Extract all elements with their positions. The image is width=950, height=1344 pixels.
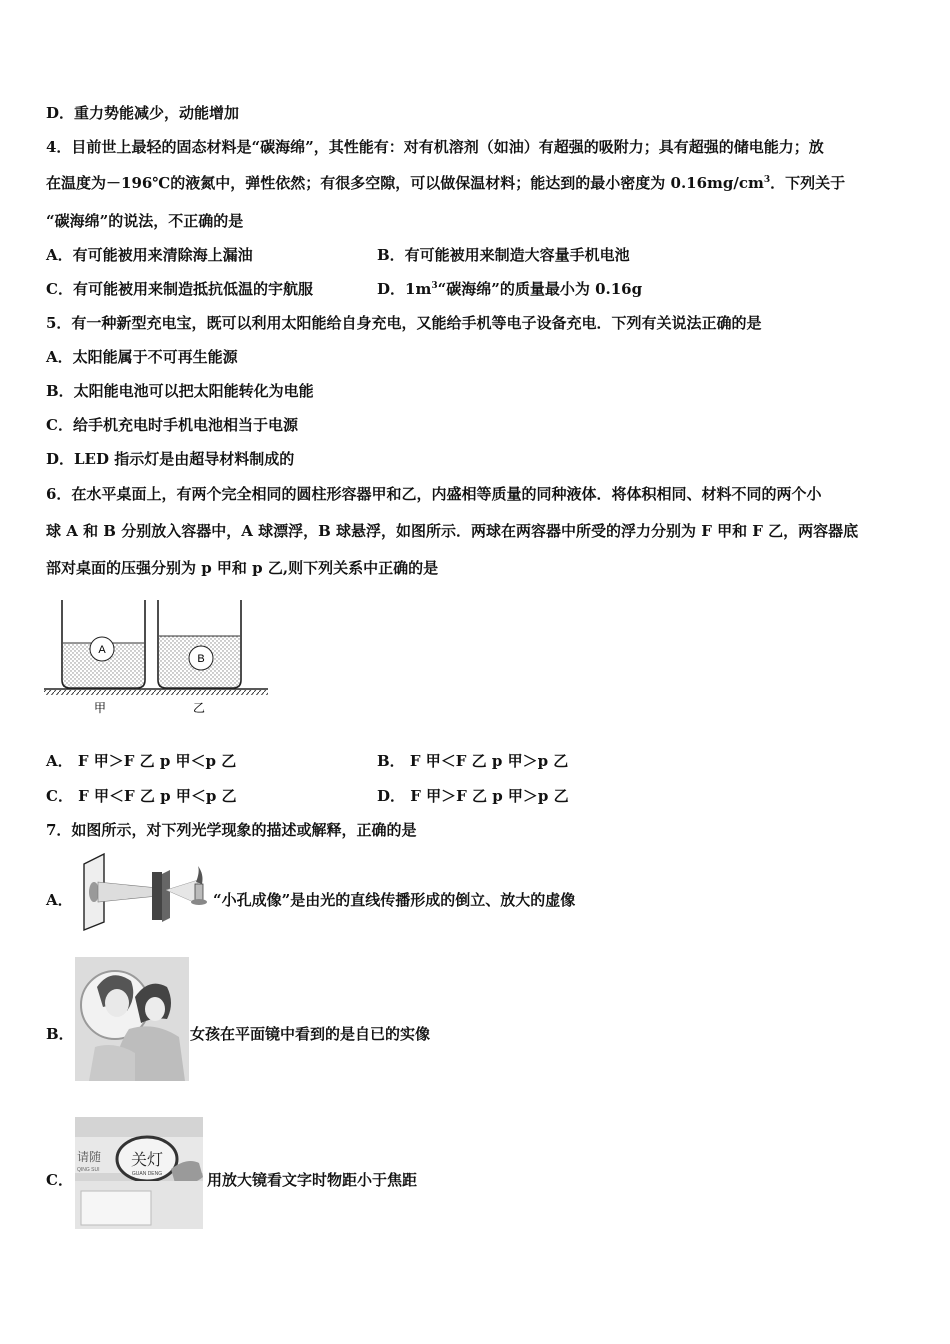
q6-containers-figure (44, 596, 274, 720)
q5-stem: 5．有一种新型充电宝，既可以利用太阳能给自身充电，又能给手机等电子设备充电．下列有关说法正确的是 (46, 314, 762, 332)
q6-stem-line2: 球 A 和 B 分别放入容器中，A 球漂浮，B 球悬浮，如图所示．两球在两容器中所受的浮力分别为 F 甲和 F 乙，两容器底 (46, 522, 859, 540)
sign-text-pinyin-qingsui: QING SUI (77, 1167, 100, 1173)
magnifier-illustration (75, 1117, 203, 1229)
q6-option-a: A． F 甲＞F 乙 p 甲＜p 乙 (46, 752, 237, 770)
q3-option-d: D．重力势能减少，动能增加 (46, 104, 240, 122)
q7-option-c-label: C． (46, 1171, 73, 1189)
q4-option-b: B．有可能被用来制造大容量手机电池 (377, 246, 630, 264)
girl-mirror-photo (75, 957, 189, 1081)
sign-text-pinyin-guandeng: GUAN DENG (131, 1171, 163, 1177)
q6-option-c: C． F 甲＜F 乙 p 甲＜p 乙 (46, 787, 237, 805)
q5-option-c: C．给手机充电时手机电池相当于电源 (46, 416, 298, 434)
container-jia (62, 600, 145, 688)
magnifier-photo (75, 1117, 203, 1229)
sign-text-guandeng: 关灯 (130, 1150, 164, 1169)
q7-stem: 7．如图所示，对下列光学现象的描述或解释，正确的是 (46, 821, 417, 839)
q4-option-c: C．有可能被用来制造抵抗低温的宇航服 (46, 280, 313, 298)
q5-option-b: B．太阳能电池可以把太阳能转化为电能 (46, 382, 314, 400)
sign-text-qingsui: 请随 (77, 1150, 102, 1164)
q4-option-d: D．$1m^3“$碳海绵”的质量最小为 0.16g (377, 280, 643, 298)
q6-option-b: B． F 甲＜F 乙 p 甲＞p 乙 (377, 752, 569, 770)
q4-stem-line3: “碳海绵”的说法，不正确的是 (46, 212, 244, 230)
label-jia: 甲 (93, 701, 107, 715)
q7-option-b-label: B． (46, 1025, 74, 1043)
q7-option-c-text: 用放大镜看文字时物距小于焦距 (207, 1171, 418, 1189)
q6-stem-line3: 部对桌面的压强分别为 p 甲和 p 乙,则下列关系中正确的是 (46, 559, 439, 577)
girl-mirror-illustration (75, 957, 189, 1081)
q4-stem-line2: 在温度为－196℃的液氮中，弹性依然；有很多空隙，可以做保温材料；能达到的最小密度为 $0.16mg/cm^3$．下列关于 (46, 174, 846, 192)
q7-option-a-text: “小孔成像”是由光的直线传播形成的倒立、放大的虚像 (213, 891, 576, 909)
q7-option-b-text: 女孩在平面镜中看到的是自已的实像 (190, 1025, 431, 1043)
q5-option-a: A．太阳能属于不可再生能源 (46, 348, 238, 366)
ball-b-label: B (197, 653, 205, 665)
container-yi (158, 600, 241, 688)
q7-option-a-label: A． (46, 891, 73, 909)
q6-stem-line1: 6．在水平桌面上，有两个完全相同的圆柱形容器甲和乙，内盛相等质量的同种液体．将体积相同、材料不同的两个小 (46, 485, 822, 503)
q4-stem-line1: 4．目前世上最轻的固态材料是“碳海绵”，其性能有：对有机溶剂（如油）有超强的吸附力；具有超强的储电能力；放 (46, 138, 824, 156)
q4-option-a: A．有可能被用来清除海上漏油 (46, 246, 253, 264)
pinhole-camera-figure (76, 852, 212, 932)
label-yi: 乙 (192, 701, 206, 715)
q6-option-d: D． F 甲＞F 乙 p 甲＞p 乙 (377, 787, 569, 805)
q5-option-d: D．LED 指示灯是由超导材料制成的 (46, 450, 295, 468)
ball-a-label: A (98, 644, 106, 656)
